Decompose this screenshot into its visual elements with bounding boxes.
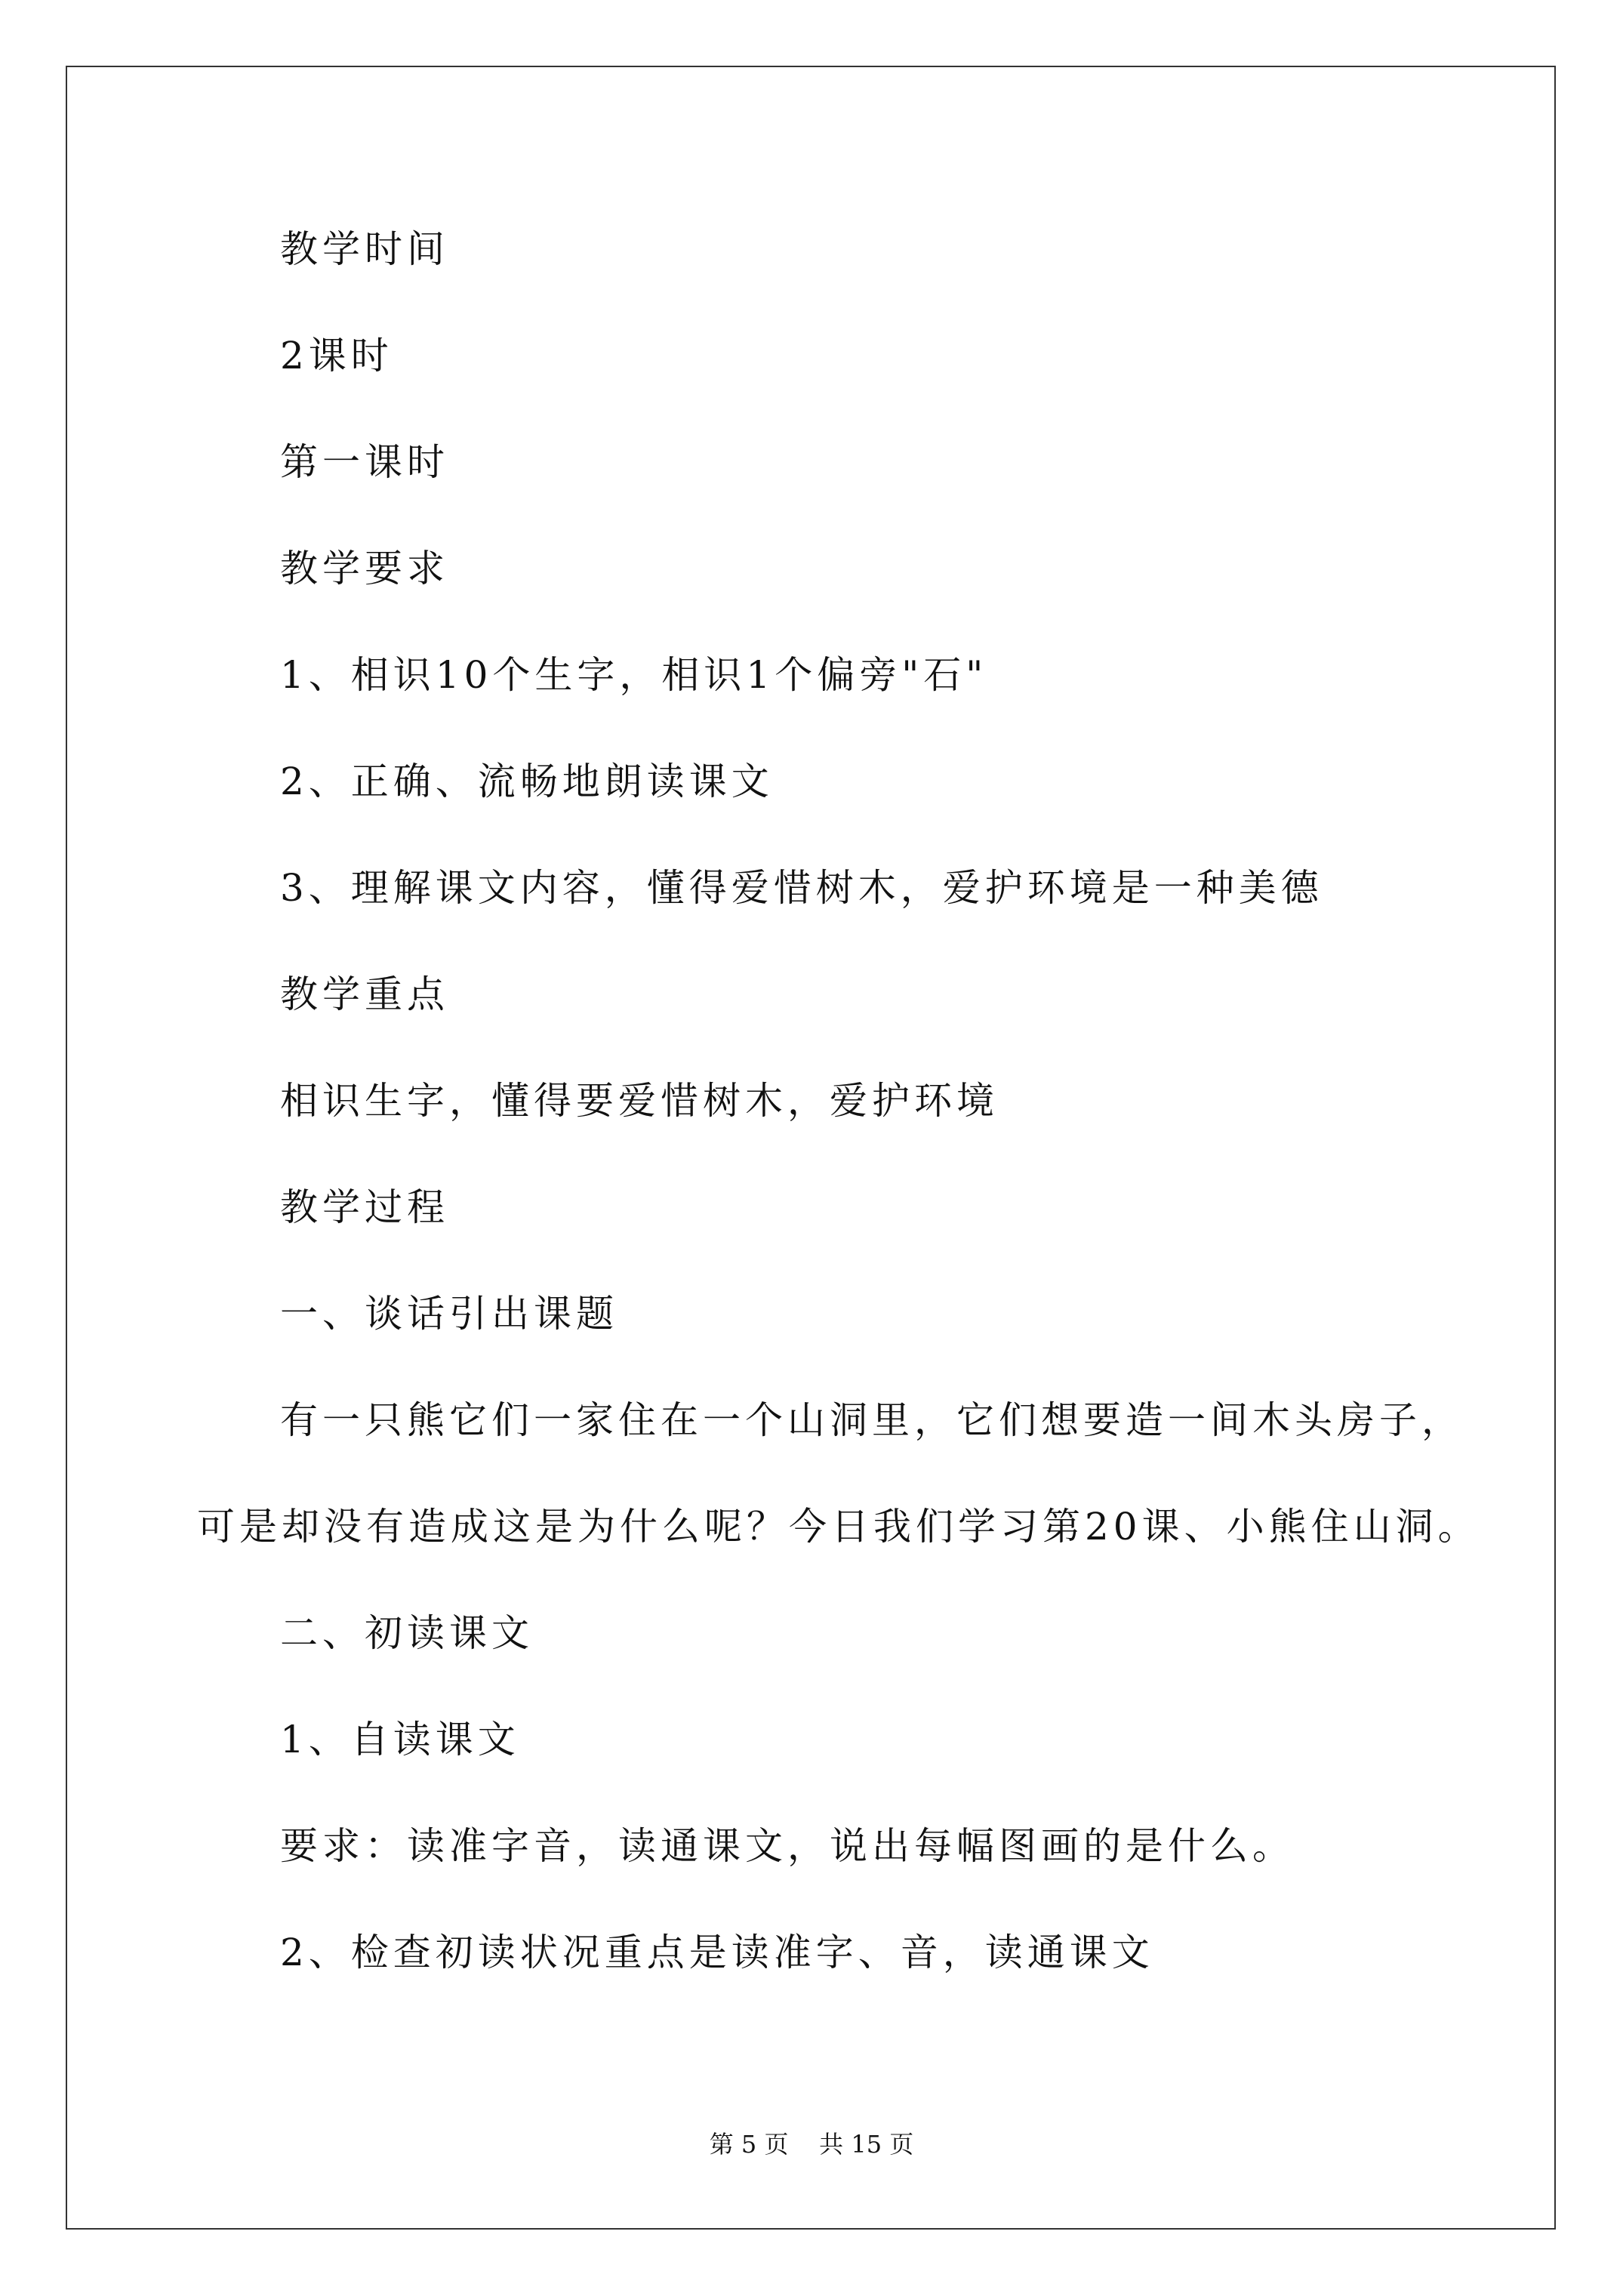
section-two-title: 二、初读课文: [280, 1611, 534, 1655]
text-class-hours: 2课时: [280, 334, 393, 378]
heading-teaching-process: 教学过程: [280, 1185, 449, 1229]
heading-teaching-time: 教学时间: [280, 227, 449, 271]
requirement-item-2: 2、正确、流畅地朗读课文: [280, 760, 774, 803]
step-check-reading: 2、检查初读状况重点是读准字、音，读通课文: [280, 1931, 1154, 1974]
text-teaching-focus: 相识生字，懂得要爱惜树木，爱护环境: [280, 1079, 999, 1123]
section-one-title: 一、谈话引出课题: [280, 1292, 618, 1336]
heading-teaching-requirements: 教学要求: [280, 547, 449, 590]
page-frame: [66, 66, 1556, 2230]
footer-page-number: 第 5 页: [709, 2130, 789, 2159]
requirement-item-3: 3、理解课文内容，懂得爱惜树木，爱护环境是一种美德: [280, 866, 1323, 910]
footer-total-pages: 共 15 页: [819, 2130, 914, 2159]
text-requirements-reading: 要求：读准字音，读通课文，说出每幅图画的是什么。: [280, 1824, 1295, 1868]
page-footer: [0, 2129, 1623, 2159]
step-self-read: 1、自读课文: [280, 1718, 520, 1761]
heading-teaching-focus: 教学重点: [280, 972, 449, 1016]
paragraph-intro-line-1: 有一只熊它们一家住在一个山洞里，它们想要造一间木头房子，: [280, 1398, 1464, 1442]
requirement-item-1: 1、相识10个生字，相识1个偏旁"石": [280, 653, 988, 697]
heading-first-lesson: 第一课时: [280, 440, 449, 484]
paragraph-intro-line-2: 可是却没有造成这是为什么呢？今日我们学习第20课、小熊住山洞。: [197, 1505, 1480, 1549]
